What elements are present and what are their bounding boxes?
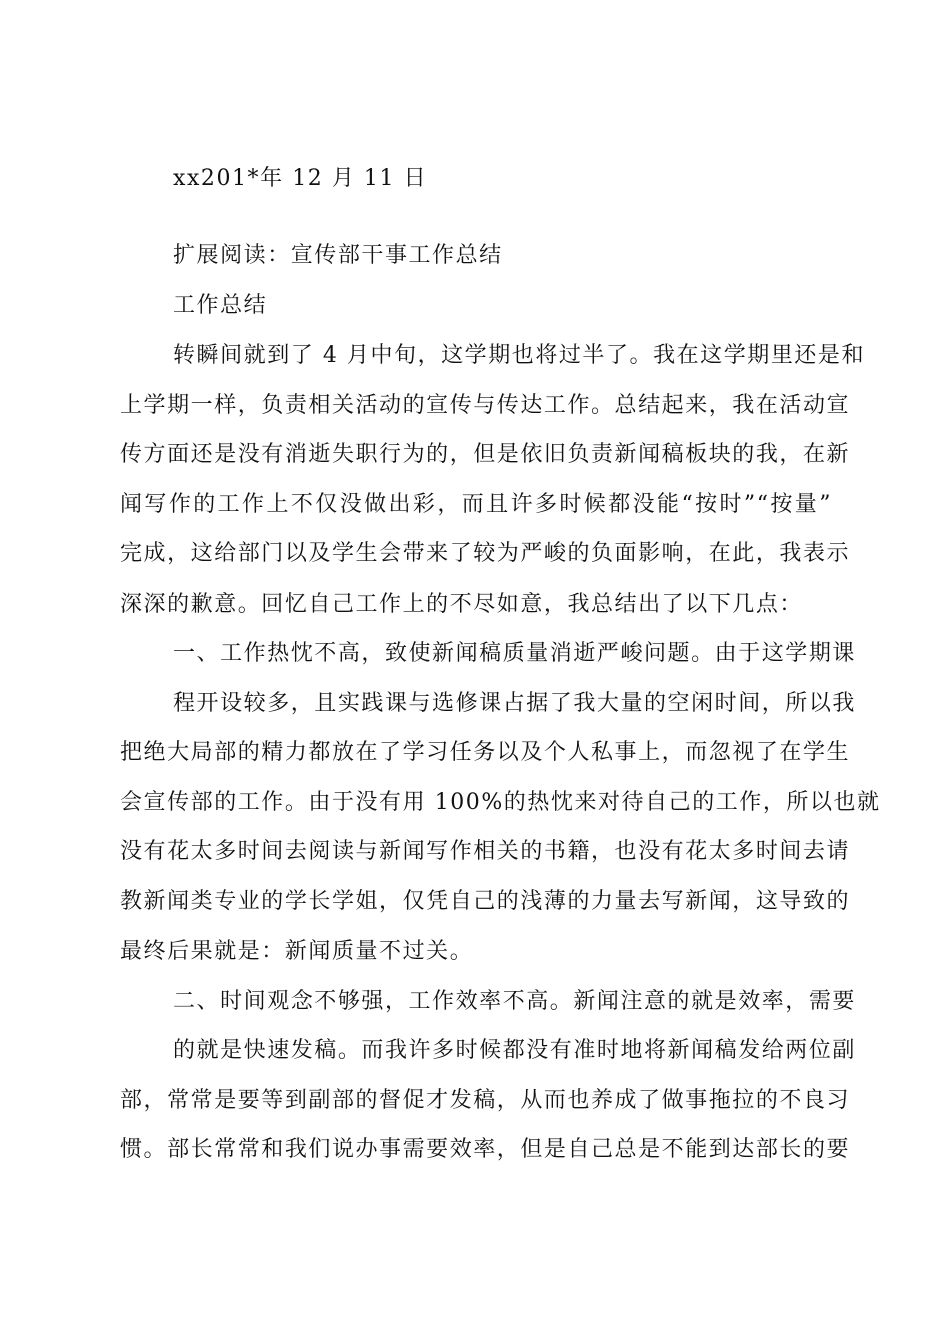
paragraph-line: 二、时间观念不够强，工作效率不高。新闻注意的就是效率，需要 — [173, 989, 856, 1014]
paragraph-line: 把绝大局部的精力都放在了学习任务以及个人私事上，而忽视了在学生 — [120, 740, 851, 765]
paragraph-line: 最终后果就是：新闻质量不过关。 — [120, 939, 474, 964]
paragraph-line: 没有花太多时间去阅读与新闻写作相关的书籍，也没有花太多时间去请 — [120, 839, 851, 864]
section-title: 工作总结 — [173, 293, 268, 318]
paragraph-line: 部，常常是要等到副部的督促才发稿，从而也养成了做事拖拉的不良习 — [120, 1088, 851, 1113]
paragraph-line: 完成，这给部门以及学生会带来了较为严峻的负面影响，在此，我表示 — [120, 541, 851, 566]
paragraph-line: 上学期一样，负责相关活动的宣传与传达工作。总结起来，我在活动宣 — [120, 393, 851, 418]
paragraph-line: 一、工作热忱不高，致使新闻稿质量消逝严峻问题。由于这学期课 — [173, 641, 856, 666]
paragraph-line: 会宣传部的工作。由于没有用 100%的热忱来对待自己的工作，所以也就 — [120, 790, 881, 815]
extended-reading-title: 扩展阅读：宣传部干事工作总结 — [173, 243, 503, 268]
paragraph-line: 惯。部长常常和我们说办事需要效率，但是自己总是不能到达部长的要 — [120, 1137, 851, 1162]
paragraph-line: 深深的歉意。回忆自己工作上的不尽如意，我总结出了以下几点： — [120, 592, 803, 617]
paragraph-line: 转瞬间就到了 4 月中旬，这学期也将过半了。我在这学期里还是和 — [173, 343, 866, 368]
paragraph-line: 教新闻类专业的学长学姐，仅凭自己的浅薄的力量去写新闻，这导致的 — [120, 889, 851, 914]
paragraph-line: 闻写作的工作上不仅没做出彩，而且许多时候都没能“按时”“按量” — [120, 492, 832, 517]
date-line: xx201*年 12 月 11 日 — [173, 166, 428, 191]
paragraph-line: 程开设较多，且实践课与选修课占据了我大量的空闲时间，所以我 — [173, 691, 856, 716]
paragraph-line: 传方面还是没有消逝失职行为的，但是依旧负责新闻稿板块的我，在新 — [120, 442, 851, 467]
paragraph-line: 的就是快速发稿。而我许多时候都没有准时地将新闻稿发给两位副 — [173, 1038, 856, 1063]
